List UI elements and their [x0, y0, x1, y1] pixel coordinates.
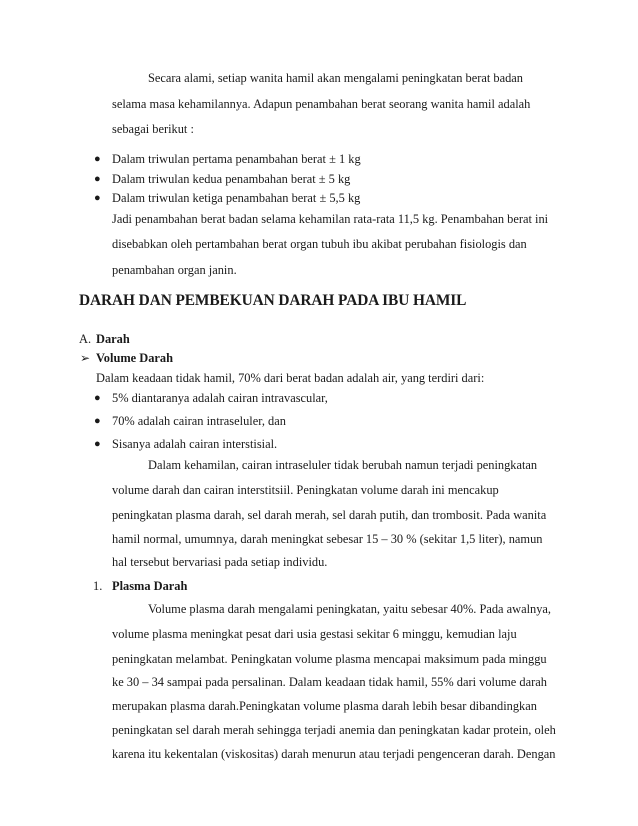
section-marker: A.: [79, 332, 92, 346]
section-title: Darah: [96, 332, 130, 346]
subsection-title: Plasma Darah: [112, 579, 188, 593]
bullet-icon: ●: [94, 192, 101, 204]
subsection-title: Volume Darah: [96, 351, 173, 365]
section-heading: DARAH DAN PEMBEKUAN DARAH PADA IBU HAMIL: [79, 292, 467, 309]
volume-paragraph-line: Dalam kehamilan, cairan intraseluler tidak berubah namun terjadi peningkatan: [148, 458, 538, 472]
volume-item: 5% diantaranya adalah cairan intravascular,: [112, 391, 328, 405]
plasma-paragraph-line: peningkatan sel darah merah sehingga terjadi anemia dan peningkatan kadar protein, oleh: [112, 723, 556, 737]
intro-line: sebagai berikut :: [112, 122, 194, 136]
bullet-icon: ●: [94, 438, 101, 450]
summary-line: penambahan organ janin.: [112, 263, 237, 277]
trimester-item: Dalam triwulan ketiga penambahan berat ± 5,5 kg: [112, 191, 361, 205]
volume-paragraph-line: hal tersebut bervariasi pada setiap individu.: [112, 555, 328, 569]
list-number: 1.: [93, 579, 103, 593]
summary-line: Jadi penambahan berat badan selama kehamilan rata-rata 11,5 kg. Penambahan berat ini: [112, 212, 549, 226]
arrow-bullet-icon: ➢: [80, 351, 91, 365]
plasma-paragraph-line: Volume plasma darah mengalami peningkatan, yaitu sebesar 40%. Pada awalnya,: [148, 602, 552, 616]
plasma-paragraph-line: ke 30 – 34 sampai pada persalinan. Dalam keadaan tidak hamil, 55% dari volume darah: [112, 675, 547, 689]
volume-paragraph-line: hamil normal, umumnya, darah meningkat sebesar 15 – 30 % (sekitar 1,5 liter), namun: [112, 532, 543, 546]
intro-line: Secara alami, setiap wanita hamil akan mengalami peningkatan berat badan: [148, 71, 524, 85]
plasma-paragraph-line: karena itu kekentalan (viskositas) darah menurun atau terjadi pengenceran darah. Dengan: [112, 747, 556, 761]
trimester-item: Dalam triwulan kedua penambahan berat ± 5 kg: [112, 172, 351, 186]
plasma-paragraph-line: peningkatan melambat. Peningkatan volume plasma mencapai maksimum pada minggu: [112, 652, 547, 666]
bullet-icon: ●: [94, 415, 101, 427]
volume-paragraph-line: peningkatan plasma darah, sel darah merah, sel darah putih, dan trombosit. Pada wanita: [112, 508, 547, 522]
bullet-icon: ●: [94, 392, 101, 404]
plasma-paragraph-line: merupakan plasma darah.Peningkatan volume plasma darah lebih besar dibandingkan: [112, 699, 537, 713]
bullet-icon: ●: [94, 173, 101, 185]
summary-line: disebabkan oleh pertambahan berat organ tubuh ibu akibat perubahan fisiologis dan: [112, 237, 527, 251]
volume-item: 70% adalah cairan intraseluler, dan: [112, 414, 286, 428]
trimester-item: Dalam triwulan pertama penambahan berat ± 1 kg: [112, 152, 361, 166]
intro-line: selama masa kehamilannya. Adapun penambahan berat seorang wanita hamil adalah: [112, 97, 531, 111]
bullet-icon: ●: [94, 153, 101, 165]
plasma-paragraph-line: volume plasma meningkat pesat dari usia gestasi sekitar 6 minggu, kemudian laju: [112, 627, 517, 641]
volume-item: Sisanya adalah cairan interstisial.: [112, 437, 278, 451]
volume-paragraph-line: volume darah dan cairan interstitsiil. Peningkatan volume darah ini mencakup: [112, 483, 499, 497]
volume-intro: Dalam keadaan tidak hamil, 70% dari berat badan adalah air, yang terdiri dari:: [96, 371, 485, 385]
